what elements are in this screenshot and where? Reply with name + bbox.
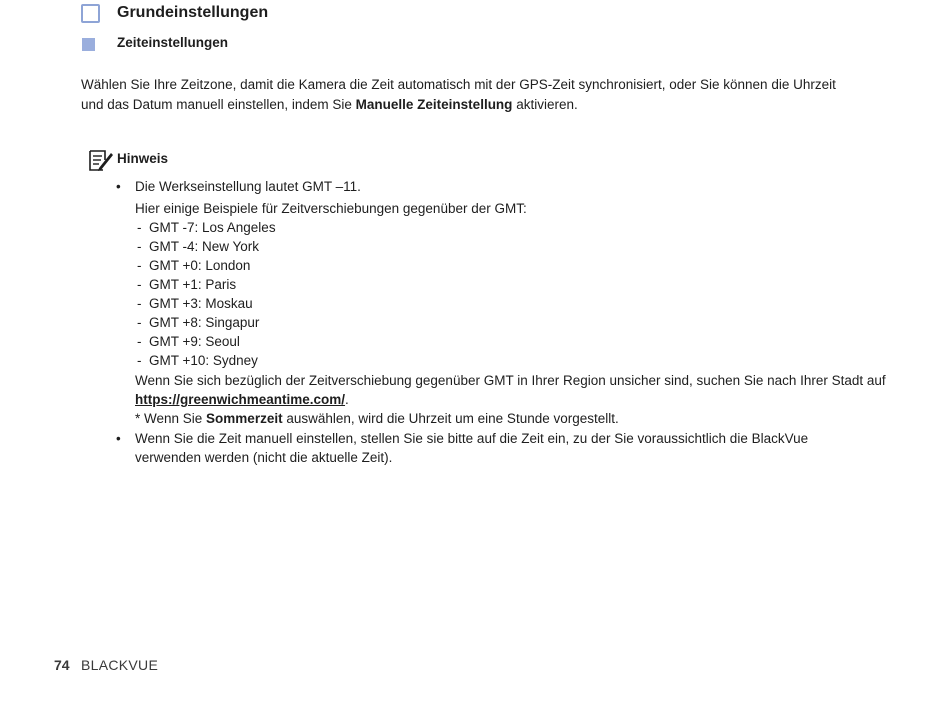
note-examples-intro: Hier einige Beispiele für Zeitverschiebungen gegenüber der GMT:: [135, 201, 527, 216]
timezone-example: GMT +8: Singapur: [149, 315, 260, 330]
timezone-example: GMT +9: Seoul: [149, 334, 240, 349]
section-marker-icon: [81, 4, 100, 23]
link-suffix: .: [345, 392, 349, 407]
region-advice: Wenn Sie sich bezüglich der Zeitverschiebung gegenüber GMT in Ihrer Region unsicher sind, suchen Sie nach Ihrer Stadt auf: [135, 373, 886, 388]
intro-text: Wählen Sie Ihre Zeitzone, damit die Kamera die Zeit automatisch mit der GPS-Zeit synchronisiert, oder Sie können die Uhrzeit und das Datum manuell einstellen, indem Sie: [81, 77, 836, 112]
dash: -: [137, 296, 142, 311]
dash: -: [137, 258, 142, 273]
subsection-marker-icon: [82, 38, 95, 51]
dst-note: [135, 409, 619, 428]
timezone-example: GMT -4: New York: [149, 239, 260, 254]
note-default-setting: Die Werkseinstellung lautet GMT –11.: [135, 179, 361, 194]
dash: -: [137, 239, 142, 254]
dst-text-end: auswählen, wird die Uhrzeit um eine Stunde vorgestellt.: [282, 411, 619, 426]
note-pencil-icon: [88, 149, 114, 173]
timezone-example: GMT +0: London: [149, 258, 251, 273]
dst-text: * Wenn Sie: [135, 411, 207, 426]
dst-bold: Sommerzeit: [206, 411, 283, 426]
page-number: 74: [54, 657, 70, 673]
link-line: [135, 390, 349, 409]
timezone-example: GMT +3: Moskau: [149, 296, 253, 311]
dash: -: [137, 334, 142, 349]
subsection-heading: Zeiteinstellungen: [117, 35, 229, 50]
manual-time-advice: Wenn Sie die Zeit manuell einstellen, stellen Sie sie bitte auf die Zeit ein, zu der Sie voraussichtlich die BlackVue verwenden werden (nicht die aktuelle Zeit).: [135, 431, 809, 465]
intro-bold: Manuelle Zeiteinstellung: [355, 96, 513, 112]
timezone-example: GMT +10: Sydney: [149, 353, 258, 368]
dash: -: [137, 353, 142, 368]
dash: -: [137, 315, 142, 330]
intro-paragraph: [81, 75, 851, 114]
bullet-1: •: [116, 179, 121, 194]
note-title: Hinweis: [117, 151, 169, 166]
timezone-example: GMT +1: Paris: [149, 277, 237, 292]
section-heading: Grundeinstellungen: [117, 4, 269, 21]
intro-text-end: aktivieren.: [512, 96, 578, 112]
greenwich-link[interactable]: https://greenwichmeantime.com/: [135, 392, 346, 407]
timezone-example: GMT -7: Los Angeles: [149, 220, 276, 235]
bullet-2: •: [116, 431, 121, 446]
dash: -: [137, 277, 142, 292]
dash: -: [137, 220, 142, 235]
footer-brand: BLACKVUE: [81, 657, 159, 673]
